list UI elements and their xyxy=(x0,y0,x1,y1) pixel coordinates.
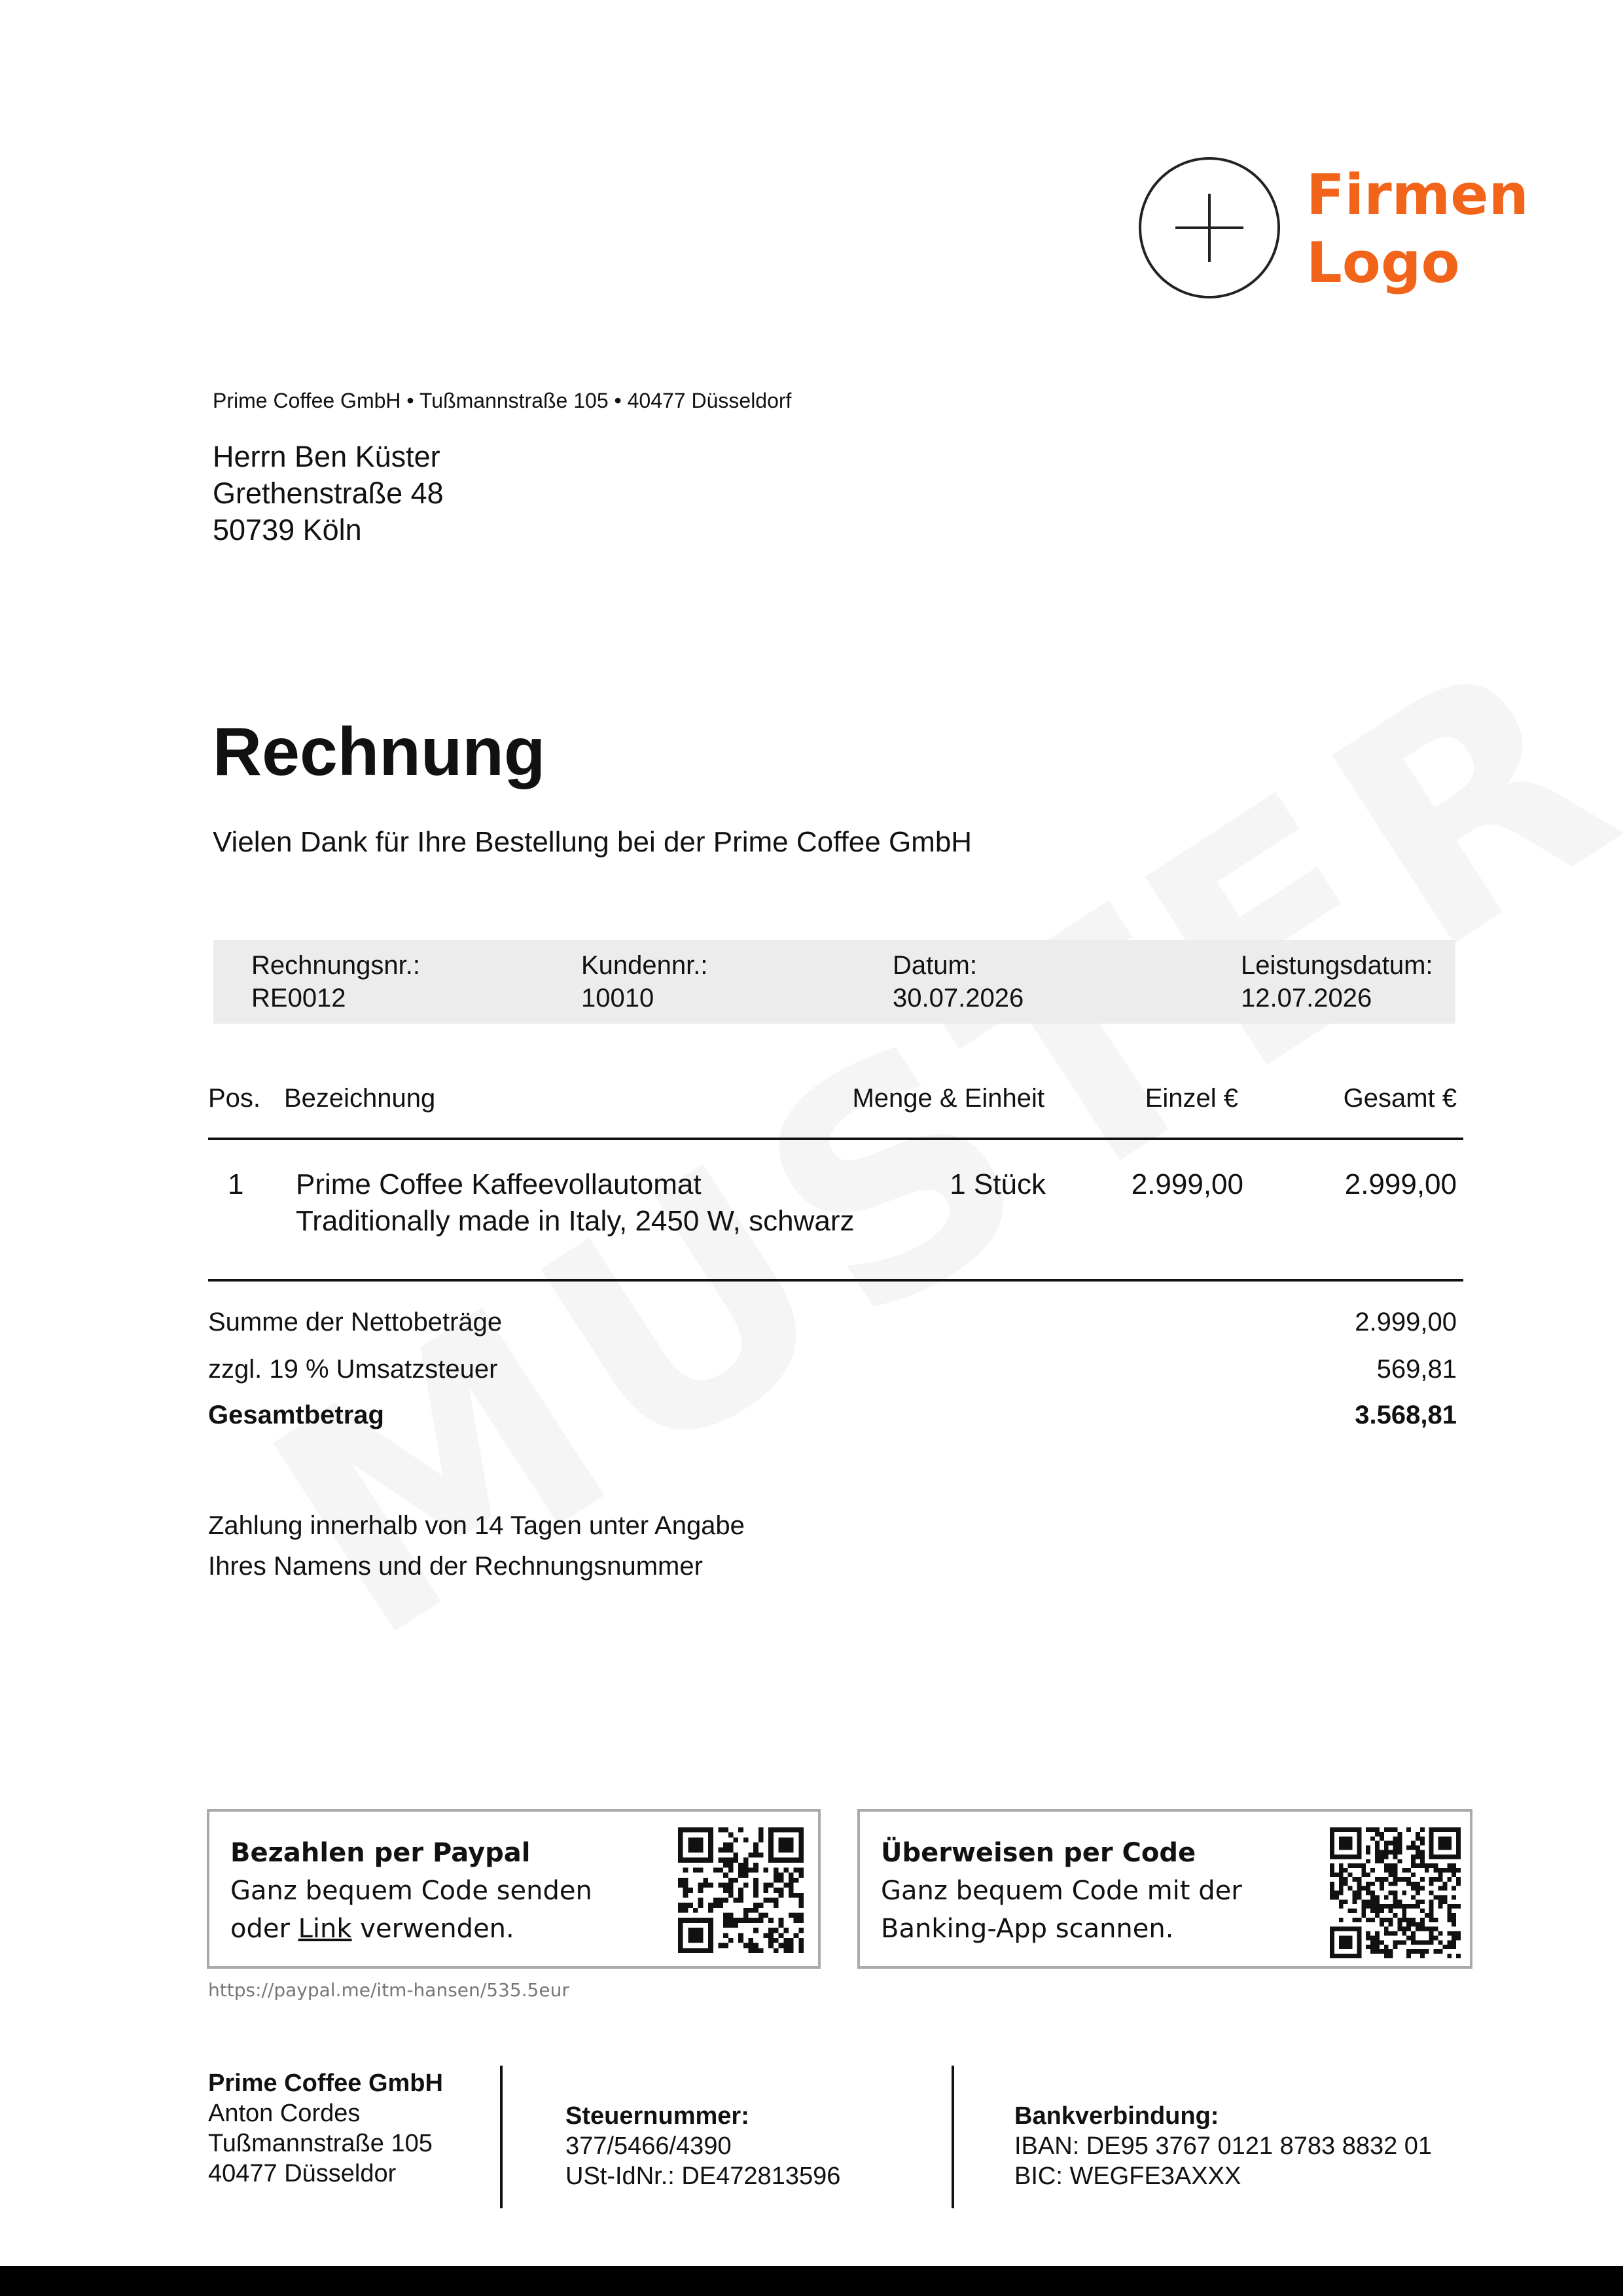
meta-customer-number xyxy=(581,949,708,1014)
transfer-box xyxy=(857,1809,1472,1969)
transfer-line-2: Banking-App scannen. xyxy=(881,1914,1174,1944)
recipient-address xyxy=(213,439,444,548)
paypal-heading: Bezahlen per Paypal xyxy=(230,1838,531,1868)
paypal-line-1: Ganz bequem Code senden xyxy=(230,1876,592,1906)
footer-iban: IBAN: DE95 3767 0121 8783 8832 01 xyxy=(1014,2132,1433,2160)
gross-total-value: 3.568,81 xyxy=(1355,1401,1457,1429)
paypal-url[interactable]: https://paypal.me/itm-hansen/535.5eur xyxy=(208,1979,569,2001)
plus-icon xyxy=(1139,157,1280,298)
paypal-qr-code-icon[interactable] xyxy=(678,1827,804,1953)
paypal-line-2-suffix: verwenden. xyxy=(360,1914,514,1944)
bottom-bar xyxy=(0,2266,1623,2296)
sender-line: Prime Coffee GmbH • Tußmannstraße 105 • 40477 Düsseldorf xyxy=(213,389,792,412)
recipient-city: 50739 Köln xyxy=(213,513,362,547)
meta-service-date xyxy=(1241,949,1433,1014)
meta-label: Datum: xyxy=(893,951,977,980)
meta-label: Rechnungsnr.: xyxy=(251,951,420,980)
tax-label: zzgl. 19 % Umsatzsteuer xyxy=(208,1355,498,1384)
payment-terms-line-2: Ihres Namens und der Rechnungsnummer xyxy=(208,1552,703,1581)
payment-terms-line-1: Zahlung innerhalb von 14 Tagen unter Angabe xyxy=(208,1511,745,1540)
table-bottom-rule xyxy=(208,1279,1463,1282)
footer-contact: Anton Cordes xyxy=(208,2100,361,2127)
footer-tax-heading: Steuernummer: xyxy=(565,2102,749,2130)
transfer-line-1: Ganz bequem Code mit der xyxy=(881,1876,1242,1906)
table-header-rule xyxy=(208,1138,1463,1140)
row-unit-price: 2.999,00 xyxy=(1131,1168,1243,1200)
footer-tax-number: 377/5466/4390 xyxy=(565,2132,732,2160)
recipient-name: Herrn Ben Küster xyxy=(213,440,440,473)
page-subtitle: Vielen Dank für Ihre Bestellung bei der Prime Coffee GmbH xyxy=(213,826,972,858)
footer-divider xyxy=(500,2066,503,2208)
meta-invoice-number xyxy=(251,949,420,1014)
net-sum-label: Summe der Nettobeträge xyxy=(208,1308,503,1336)
header-total-price: Gesamt € xyxy=(1343,1084,1457,1113)
paypal-box xyxy=(207,1809,821,1969)
footer-company-name: Prime Coffee GmbH xyxy=(208,2070,443,2097)
row-pos: 1 xyxy=(228,1168,244,1200)
footer-bic: BIC: WEGFE3AXXX xyxy=(1014,2162,1241,2190)
footer-bank-heading: Bankverbindung: xyxy=(1014,2102,1219,2130)
paypal-text xyxy=(230,1834,592,1948)
footer-tax xyxy=(565,2101,840,2191)
header-quantity: Menge & Einheit xyxy=(852,1084,1044,1113)
transfer-heading: Überweisen per Code xyxy=(881,1838,1196,1868)
meta-label: Kundennr.: xyxy=(581,951,708,980)
company-logo-text xyxy=(1306,161,1529,297)
row-quantity: 1 Stück xyxy=(950,1168,1046,1200)
transfer-qr-code-icon[interactable] xyxy=(1330,1827,1461,1958)
payment-terms xyxy=(208,1505,745,1587)
header-pos: Pos. xyxy=(208,1084,261,1113)
meta-value: 30.07.2026 xyxy=(893,984,1024,1013)
footer-city: 40477 Düsseldor xyxy=(208,2160,397,2187)
transfer-text xyxy=(881,1834,1242,1948)
meta-label: Leistungsdatum: xyxy=(1241,951,1433,980)
recipient-street: Grethenstraße 48 xyxy=(213,476,444,510)
footer-street: Tußmannstraße 105 xyxy=(208,2130,433,2157)
paypal-line-2 xyxy=(230,1910,592,1948)
gross-total-label: Gesamtbetrag xyxy=(208,1401,384,1429)
tax-value: 569,81 xyxy=(1376,1355,1457,1384)
row-total-price: 2.999,00 xyxy=(1344,1168,1457,1200)
logo-line-1: Firmen xyxy=(1306,162,1529,228)
meta-date xyxy=(893,949,1024,1014)
meta-value: RE0012 xyxy=(251,984,346,1013)
header-description: Bezeichnung xyxy=(284,1084,436,1113)
header-unit-price: Einzel € xyxy=(1145,1084,1238,1113)
net-sum-value: 2.999,00 xyxy=(1355,1308,1457,1336)
logo-line-2: Logo xyxy=(1306,230,1460,296)
paypal-line-2-prefix: oder xyxy=(230,1914,290,1944)
footer-vat-id: USt-IdNr.: DE472813596 xyxy=(565,2162,841,2190)
footer-bank xyxy=(1014,2101,1432,2191)
row-detail: Traditionally made in Italy, 2450 W, schwarz xyxy=(296,1205,855,1237)
page-title: Rechnung xyxy=(213,714,546,790)
paypal-link[interactable]: Link xyxy=(298,1914,352,1944)
footer-company xyxy=(208,2068,443,2189)
meta-value: 12.07.2026 xyxy=(1241,984,1372,1013)
footer-divider xyxy=(952,2066,954,2208)
row-name: Prime Coffee Kaffeevollautomat xyxy=(296,1168,702,1200)
meta-value: 10010 xyxy=(581,984,654,1013)
